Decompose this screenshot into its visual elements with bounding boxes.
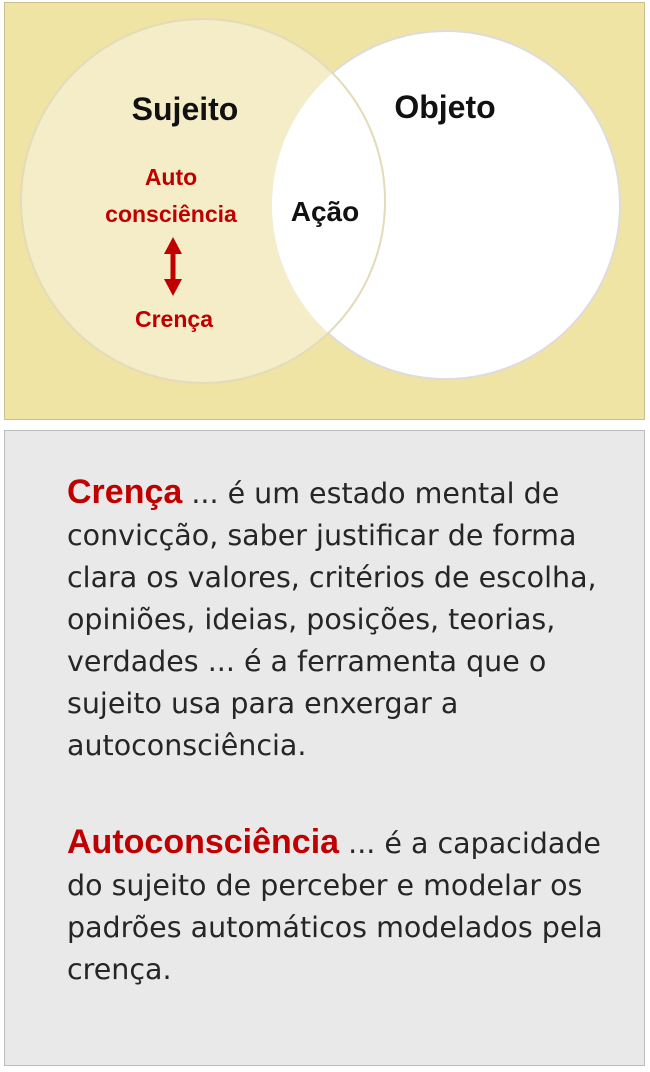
self-awareness-definition xyxy=(67,821,627,991)
self-awareness-label-line2: consciência xyxy=(105,201,237,227)
self-awareness-term: Autoconsciência xyxy=(67,823,340,861)
definitions-panel xyxy=(4,430,645,1066)
belief-definition-text: ... é um estado mental de convicção, saber justificar de forma clara os valores, critérios de escolha, opiniões, ideias, posições, teorias, verdades ... é a ferramenta que o sujeito usa para enxergar a autoconsciência. xyxy=(67,477,597,762)
venn-diagram-panel xyxy=(4,2,645,420)
action-label: Ação xyxy=(290,196,360,227)
belief-label: Crença xyxy=(135,306,213,332)
object-label: Objeto xyxy=(394,89,496,125)
self-awareness-label-line1: Auto xyxy=(144,164,198,190)
belief-term: Crença xyxy=(67,473,183,511)
self-awareness-definition-text: ... é a capacidade do sujeito de perceber e modelar os padrões automáticos modelados pela crença. xyxy=(67,827,603,986)
belief-definition xyxy=(67,471,627,767)
venn-diagram xyxy=(5,3,646,421)
subject-label: Sujeito xyxy=(131,91,239,127)
